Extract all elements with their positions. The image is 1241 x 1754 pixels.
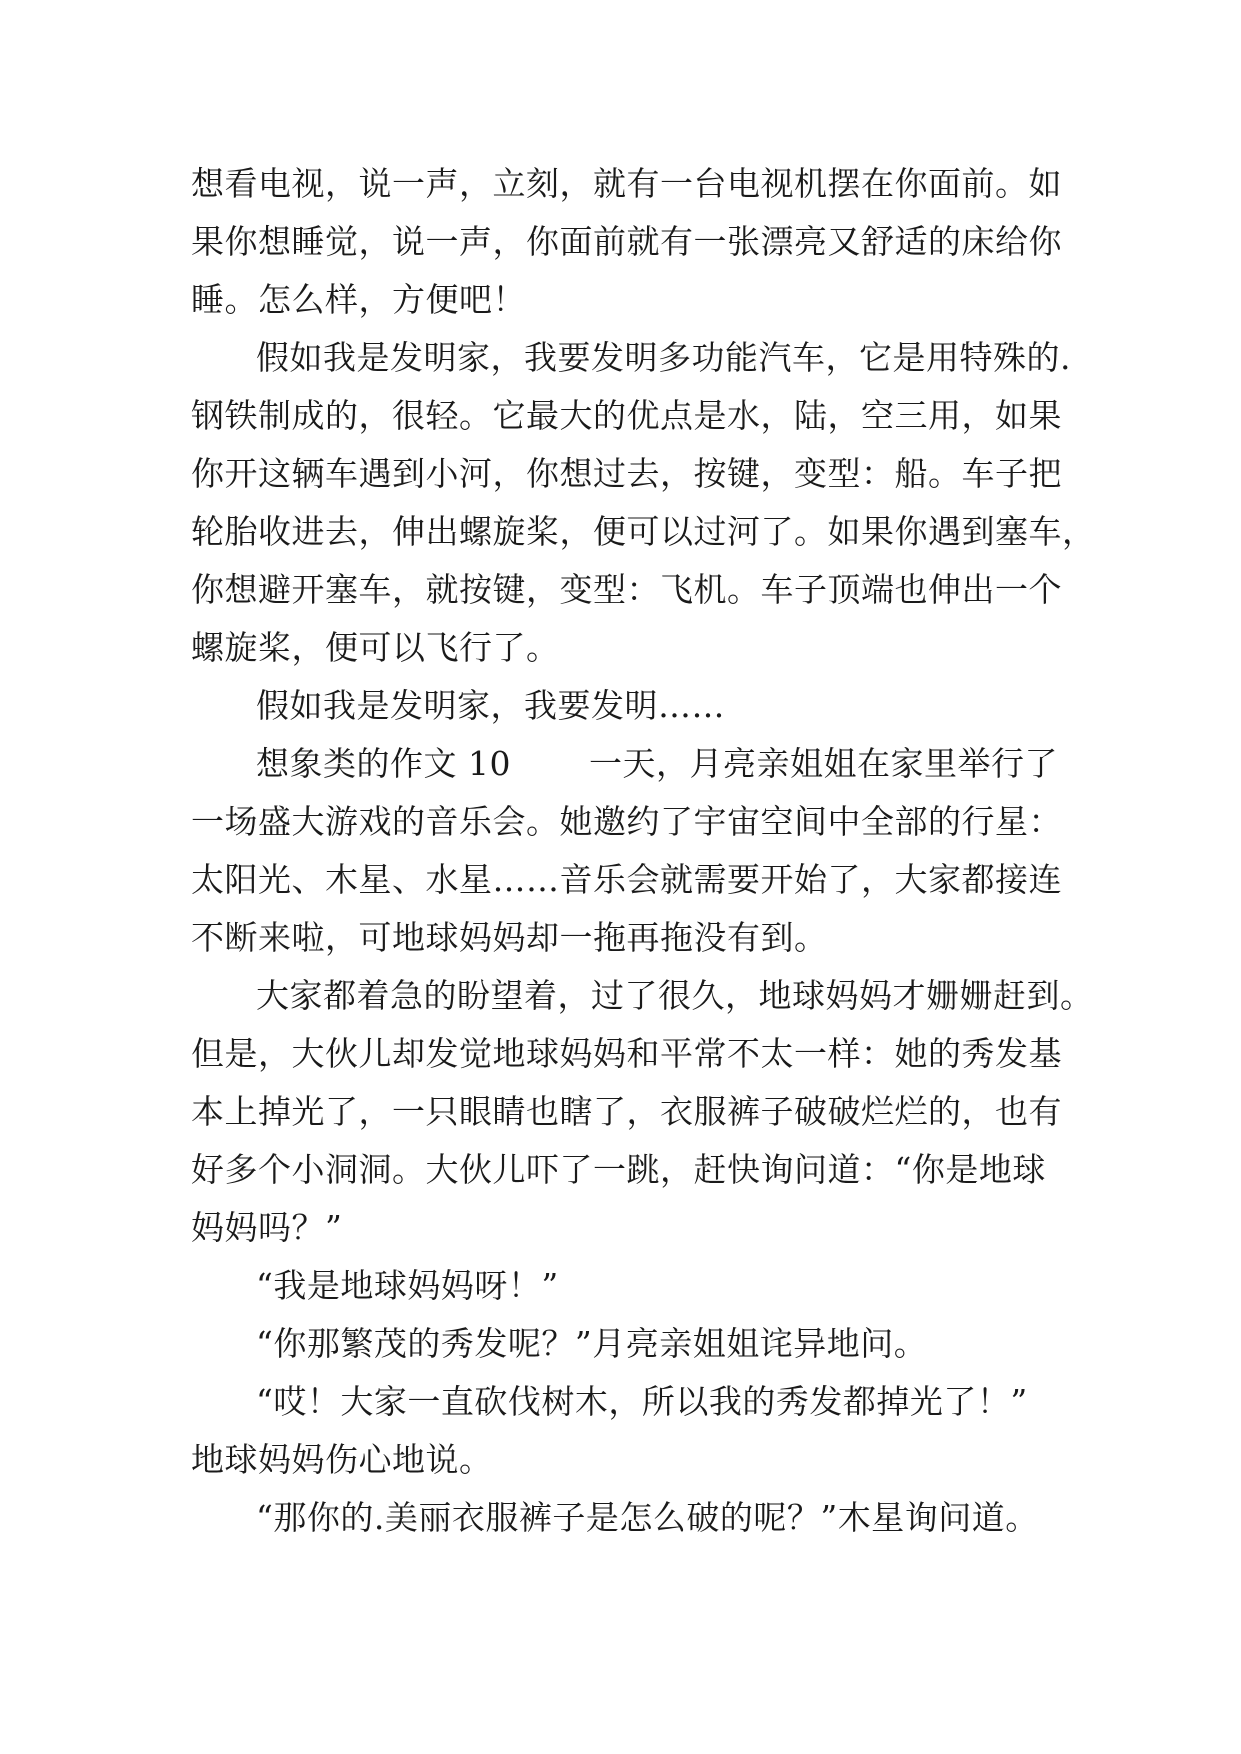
dialogue-line: “那你的.美丽衣服裤子是怎么破的呢？”木星询问道。 (256, 1498, 1039, 1537)
text-line: 螺旋桨，便可以飞行了。 (191, 628, 560, 667)
paragraph-first-line: 大家都着急的盼望着，过了很久，地球妈妈才姗姗赶到。 (256, 976, 1094, 1015)
paragraph-first-line: 想象类的作文 10 一天，月亮亲姐姐在家里举行了 (256, 744, 1058, 783)
text-line: 钢铁制成的，很轻。它最大的优点是水，陆，空三用，如果 (191, 396, 1062, 435)
dialogue-line: “哎！大家一直砍伐树木，所以我的秀发都掉光了！” (256, 1382, 1028, 1421)
text-line: 轮胎收进去，伸出螺旋桨，便可以过河了。如果你遇到塞车， (191, 512, 1096, 551)
text-line: 不断来啦，可地球妈妈却一拖再拖没有到。 (191, 918, 828, 957)
text-line: 本上掉光了，一只眼睛也瞎了，衣服裤子破破烂烂的，也有 (191, 1092, 1062, 1131)
paragraph-first-line: 假如我是发明家，我要发明…… (256, 686, 725, 725)
dialogue-line: “我是地球妈妈呀！” (256, 1266, 559, 1305)
paragraph-first-line: 假如我是发明家，我要发明多功能汽车，它是用特殊的. (256, 338, 1071, 377)
text-line: 你开这辆车遇到小河，你想过去，按键，变型：船。车子把 (191, 454, 1062, 493)
text-line: 睡。怎么样，方便吧！ (191, 280, 526, 319)
text-line: 一场盛大游戏的音乐会。她邀约了宇宙空间中全部的行星： (191, 802, 1062, 841)
text-line: 地球妈妈伤心地说。 (191, 1440, 493, 1479)
text-line: 想看电视，说一声，立刻，就有一台电视机摆在你面前。如 (191, 164, 1062, 203)
dialogue-line: “你那繁茂的秀发呢？”月亮亲姐姐诧异地问。 (256, 1324, 928, 1363)
text-line: 好多个小洞洞。大伙儿吓了一跳，赶快询问道：“你是地球 (191, 1150, 1046, 1189)
text-line: 果你想睡觉，说一声，你面前就有一张漂亮又舒适的床给你 (191, 222, 1062, 261)
text-line: 妈妈吗？” (191, 1208, 343, 1247)
text-line: 但是，大伙儿却发觉地球妈妈和平常不太一样：她的秀发基 (191, 1034, 1062, 1073)
text-line: 太阳光、木星、水星……音乐会就需要开始了，大家都接连 (191, 860, 1062, 899)
text-line: 你想避开塞车，就按键，变型：飞机。车子顶端也伸出一个 (191, 570, 1062, 609)
